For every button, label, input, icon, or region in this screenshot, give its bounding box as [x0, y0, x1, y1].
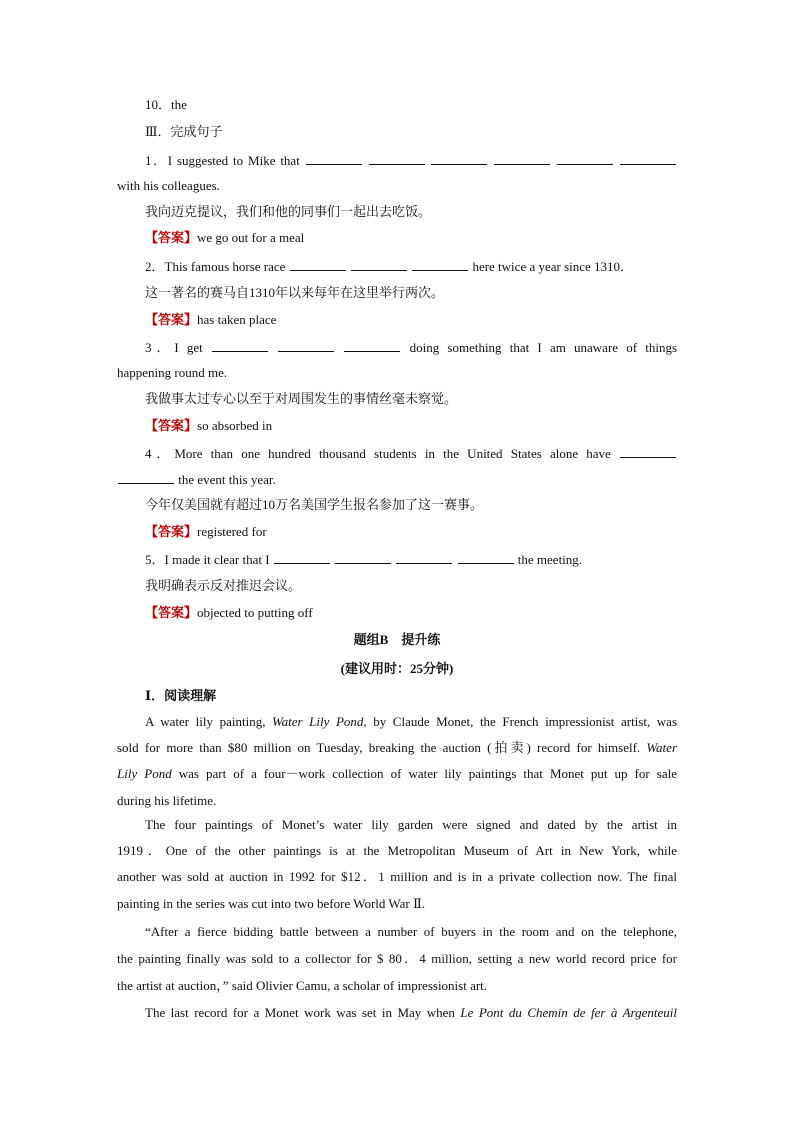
passage-line: painting in the series was cut into two before World War Ⅱ.	[117, 896, 426, 911]
passage-line: The four paintings of Monet’s water lily garden were signed and dated by the artist in	[145, 817, 677, 832]
passage-line: another was sold at auction in 1992 for $12．1 million and is in a private collection now. The final	[117, 869, 677, 884]
answer-text: objected to putting off	[197, 605, 313, 620]
q1-chinese: 我向迈克提议，我们和他的同事们一起出去吃饭。	[145, 204, 432, 219]
answer-label: 【答案】	[145, 418, 198, 433]
q5-chinese: 我明确表示反对推迟会议。	[145, 578, 302, 593]
q1-answer	[145, 230, 677, 246]
q1-text: 1．I suggested to Mike that	[145, 153, 300, 168]
passage-line: sold for more than $80 million on Tuesday, breaking the auction (拍卖) record for himself. Water	[117, 740, 677, 755]
answer-label: 【答案】	[145, 605, 198, 620]
reading-section-heading: Ⅰ．阅读理解	[145, 688, 217, 703]
passage-line: the artist at auction，” said Olivier Camu, a scholar of impressionist art.	[117, 978, 488, 993]
passage-line: “After a fierce bidding battle between a number of buyers in the room and on the telephone,	[145, 924, 677, 939]
q3-answer	[145, 418, 677, 434]
q5-text-end: the meeting.	[517, 552, 583, 567]
q2-chinese: 这一著名的赛马自1310年以来每年在这里举行两次。	[145, 285, 445, 300]
blank[interactable]	[369, 152, 425, 165]
blank[interactable]	[557, 152, 613, 165]
question-4	[145, 445, 677, 462]
q4-chinese: 今年仅美国就有超过10万名美国学生报名参加了这一赛事。	[145, 497, 484, 512]
q5-text: 5．I made it clear that I	[145, 552, 270, 567]
passage-line: 1919．One of the other paintings is at the Metropolitan Museum of Art in New York, while	[117, 843, 677, 858]
question-5	[145, 551, 677, 568]
blank[interactable]	[274, 551, 330, 564]
blank[interactable]	[494, 152, 550, 165]
answer-label: 【答案】	[145, 524, 198, 539]
question-2	[145, 258, 677, 275]
passage-line: Lily Pond was part of a four－work collection of water lily paintings that Monet put up for sale	[117, 766, 677, 781]
q4-answer	[145, 524, 677, 540]
q4-text-end: the event this year.	[178, 472, 276, 487]
blank[interactable]	[212, 339, 268, 352]
passage-line: The last record for a Monet work was set in May when Le Pont du Chemin de fer à Argenteuil	[145, 1005, 677, 1020]
blank[interactable]	[290, 258, 346, 271]
q5-answer	[145, 605, 677, 621]
blank[interactable]	[351, 258, 407, 271]
q3-text-end: doing something that I am unaware of things	[409, 340, 678, 355]
blank[interactable]	[431, 152, 487, 165]
q4-continuation	[117, 471, 677, 488]
item-10: 10．the	[145, 97, 187, 112]
q4-text: 4．More than one hundred thousand students in the United States alone have	[145, 446, 611, 461]
blank[interactable]	[278, 339, 334, 352]
blank[interactable]	[335, 551, 391, 564]
q2-answer	[145, 312, 677, 328]
question-3	[145, 339, 677, 356]
blank[interactable]	[306, 152, 362, 165]
passage-line: A water lily painting, Water Lily Pond, by Claude Monet, the French impressionist artist, was	[145, 714, 678, 729]
passage-line: during his lifetime.	[117, 793, 217, 808]
q3-chinese: 我做事太过专心以至于对周围发生的事情丝毫未察觉。	[145, 391, 458, 406]
blank[interactable]	[118, 471, 174, 484]
blank[interactable]	[458, 551, 514, 564]
blank[interactable]	[344, 339, 400, 352]
answer-text: so absorbed in	[197, 418, 273, 433]
q2-text-end: here twice a year since 1310．	[472, 259, 634, 274]
q1-continuation: with his colleagues.	[117, 178, 220, 193]
blank[interactable]	[396, 551, 452, 564]
answer-text: registered for	[197, 524, 267, 539]
answer-label: 【答案】	[145, 230, 198, 245]
blank[interactable]	[620, 152, 676, 165]
section-3-heading: Ⅲ．完成句子	[145, 124, 223, 139]
q3-continuation: happening round me.	[117, 365, 228, 380]
passage-line: the painting finally was sold to a collector for $ 80．4 million, setting a new world record price for	[117, 951, 677, 966]
question-1	[145, 152, 677, 169]
answer-label: 【答案】	[145, 312, 198, 327]
blank[interactable]	[412, 258, 468, 271]
answer-text: has taken place	[197, 312, 277, 327]
q3-text: 3．I get	[145, 340, 203, 355]
answer-text: we go out for a meal	[197, 230, 305, 245]
q2-text: 2．This famous horse race	[145, 259, 286, 274]
suggested-time: (建议用时：25分钟)	[340, 661, 454, 676]
group-b-heading: 题组B 提升练	[353, 632, 441, 647]
blank[interactable]	[620, 445, 676, 458]
